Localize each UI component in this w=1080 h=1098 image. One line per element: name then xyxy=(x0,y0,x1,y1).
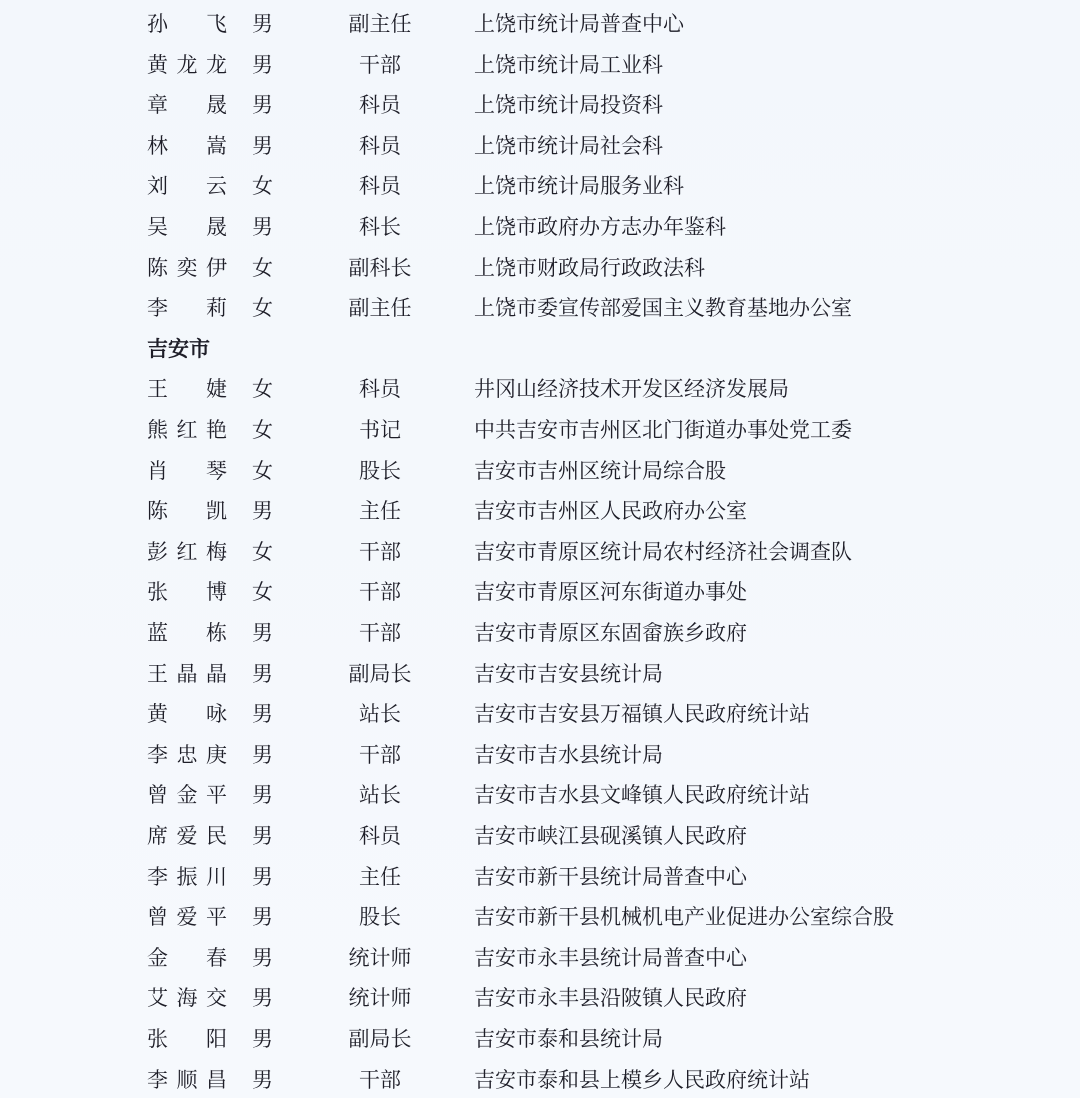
person-gender: 女 xyxy=(252,174,273,199)
person-gender: 男 xyxy=(252,905,273,930)
person-unit: 吉安市峡江县砚溪镇人民政府 xyxy=(474,824,747,848)
person-name: 李顺昌 xyxy=(147,1067,227,1092)
person-name: 吴 晟 xyxy=(147,215,227,239)
person-gender: 男 xyxy=(252,702,273,727)
table-row xyxy=(0,735,1080,775)
person-gender: 男 xyxy=(252,945,273,970)
person-name: 彭红梅 xyxy=(147,539,227,564)
person-unit: 吉安市永丰县统计局普查中心 xyxy=(474,945,747,970)
person-gender: 男 xyxy=(252,742,273,767)
person-gender: 男 xyxy=(252,215,273,239)
person-title: 主任 xyxy=(359,864,401,889)
person-unit: 上饶市委宣传部爱国主义教育基地办公室 xyxy=(474,296,852,321)
section-heading: 吉安市 xyxy=(147,335,210,361)
person-gender: 女 xyxy=(252,296,273,321)
person-gender: 女 xyxy=(252,458,273,483)
person-title: 站长 xyxy=(359,783,401,808)
person-unit: 井冈山经济技术开发区经济发展局 xyxy=(474,377,789,402)
table-row xyxy=(0,166,1080,206)
person-title: 干部 xyxy=(359,52,401,77)
table-row xyxy=(0,410,1080,450)
table-row xyxy=(0,491,1080,531)
person-title: 统计师 xyxy=(348,986,412,1011)
person-gender: 男 xyxy=(252,621,273,645)
person-name: 肖 琴 xyxy=(147,458,227,483)
person-title: 科员 xyxy=(359,174,401,199)
person-title: 干部 xyxy=(359,539,401,564)
person-name: 熊红艳 xyxy=(147,418,227,442)
person-name: 李振川 xyxy=(147,864,227,889)
person-unit: 吉安市青原区东固畲族乡政府 xyxy=(474,621,747,645)
table-row xyxy=(0,613,1080,653)
person-name: 章 晟 xyxy=(147,93,227,118)
person-unit: 吉安市泰和县统计局 xyxy=(474,1027,663,1051)
person-unit: 吉安市吉水县统计局 xyxy=(474,742,663,767)
person-unit: 上饶市统计局服务业科 xyxy=(474,174,684,199)
person-unit: 吉安市青原区河东街道办事处 xyxy=(474,580,747,605)
person-name: 曾金平 xyxy=(147,783,227,808)
person-gender: 男 xyxy=(252,133,273,158)
person-title: 副主任 xyxy=(348,296,412,321)
person-gender: 女 xyxy=(252,539,273,564)
person-name: 刘 云 xyxy=(147,174,227,199)
person-gender: 男 xyxy=(252,864,273,889)
person-unit: 吉安市吉安县统计局 xyxy=(474,661,663,686)
person-title: 副主任 xyxy=(348,12,412,36)
person-unit: 上饶市统计局社会科 xyxy=(474,133,663,158)
table-row xyxy=(0,978,1080,1018)
person-name: 张 博 xyxy=(147,580,227,605)
person-gender: 男 xyxy=(252,93,273,118)
person-unit: 吉安市吉安县万福镇人民政府统计站 xyxy=(474,702,810,727)
person-title: 股长 xyxy=(359,458,401,483)
person-title: 书记 xyxy=(359,418,401,442)
person-gender: 男 xyxy=(252,986,273,1011)
person-name: 李忠庚 xyxy=(147,742,227,767)
table-row xyxy=(0,288,1080,328)
person-gender: 男 xyxy=(252,783,273,808)
person-title: 统计师 xyxy=(348,945,412,970)
person-name: 金 春 xyxy=(147,945,227,970)
person-name: 蓝 栋 xyxy=(147,621,227,645)
person-gender: 男 xyxy=(252,52,273,77)
person-gender: 女 xyxy=(252,580,273,605)
person-name: 王晶晶 xyxy=(147,661,227,686)
person-unit: 上饶市政府办方志办年鉴科 xyxy=(474,215,726,239)
person-unit: 上饶市统计局普查中心 xyxy=(474,12,684,36)
person-title: 干部 xyxy=(359,621,401,645)
person-name: 王 婕 xyxy=(147,377,227,402)
person-unit: 吉安市永丰县沿陂镇人民政府 xyxy=(474,986,747,1011)
person-name: 黄龙龙 xyxy=(147,52,227,77)
person-name: 席爱民 xyxy=(147,824,227,848)
person-gender: 女 xyxy=(252,418,273,442)
person-title: 科员 xyxy=(359,824,401,848)
table-row xyxy=(0,694,1080,734)
person-title: 副科长 xyxy=(348,255,412,280)
person-title: 站长 xyxy=(359,702,401,727)
person-gender: 女 xyxy=(252,255,273,280)
person-name: 孙 飞 xyxy=(147,12,227,36)
table-row xyxy=(0,45,1080,85)
person-gender: 男 xyxy=(252,661,273,686)
table-row xyxy=(0,775,1080,815)
person-unit: 吉安市新干县统计局普查中心 xyxy=(474,864,747,889)
person-title: 主任 xyxy=(359,499,401,524)
person-name: 李 莉 xyxy=(147,296,227,321)
person-title: 股长 xyxy=(359,905,401,930)
person-title: 干部 xyxy=(359,580,401,605)
table-row xyxy=(0,85,1080,125)
person-name: 陈奕伊 xyxy=(147,255,227,280)
person-name: 艾海交 xyxy=(147,986,227,1011)
person-unit: 吉安市吉水县文峰镇人民政府统计站 xyxy=(474,783,810,808)
person-unit: 吉安市泰和县上模乡人民政府统计站 xyxy=(474,1067,810,1092)
person-title: 副局长 xyxy=(348,1027,412,1051)
person-title: 副局长 xyxy=(348,661,412,686)
person-gender: 男 xyxy=(252,499,273,524)
person-name: 曾爱平 xyxy=(147,905,227,930)
person-gender: 男 xyxy=(252,12,273,36)
person-unit: 吉安市吉州区统计局综合股 xyxy=(474,458,726,483)
person-unit: 中共吉安市吉州区北门街道办事处党工委 xyxy=(474,418,852,442)
table-row xyxy=(0,248,1080,288)
person-name: 黄 咏 xyxy=(147,702,227,727)
person-gender: 男 xyxy=(252,1067,273,1092)
table-row xyxy=(0,654,1080,694)
person-unit: 吉安市新干县机械机电产业促进办公室综合股 xyxy=(474,905,894,930)
table-row xyxy=(0,857,1080,897)
table-row xyxy=(0,126,1080,166)
table-row xyxy=(0,572,1080,612)
table-row xyxy=(0,532,1080,572)
table-row xyxy=(0,4,1080,44)
person-title: 科员 xyxy=(359,377,401,402)
person-unit: 吉安市青原区统计局农村经济社会调查队 xyxy=(474,539,852,564)
person-title: 科员 xyxy=(359,133,401,158)
person-title: 科员 xyxy=(359,93,401,118)
table-row xyxy=(0,816,1080,856)
person-unit: 上饶市财政局行政政法科 xyxy=(474,255,705,280)
table-row xyxy=(0,938,1080,978)
table-row xyxy=(0,451,1080,491)
person-unit: 上饶市统计局投资科 xyxy=(474,93,663,118)
table-row xyxy=(0,207,1080,247)
person-gender: 男 xyxy=(252,824,273,848)
table-row xyxy=(0,897,1080,937)
person-name: 张 阳 xyxy=(147,1027,227,1051)
person-name: 林 嵩 xyxy=(147,133,227,158)
person-title: 干部 xyxy=(359,1067,401,1092)
person-unit: 吉安市吉州区人民政府办公室 xyxy=(474,499,747,524)
person-gender: 女 xyxy=(252,377,273,402)
person-unit: 上饶市统计局工业科 xyxy=(474,52,663,77)
person-title: 科长 xyxy=(359,215,401,239)
table-row xyxy=(0,369,1080,409)
person-gender: 男 xyxy=(252,1027,273,1051)
table-row xyxy=(0,1060,1080,1098)
person-name: 陈 凯 xyxy=(147,499,227,524)
person-title: 干部 xyxy=(359,742,401,767)
table-row xyxy=(0,1019,1080,1059)
